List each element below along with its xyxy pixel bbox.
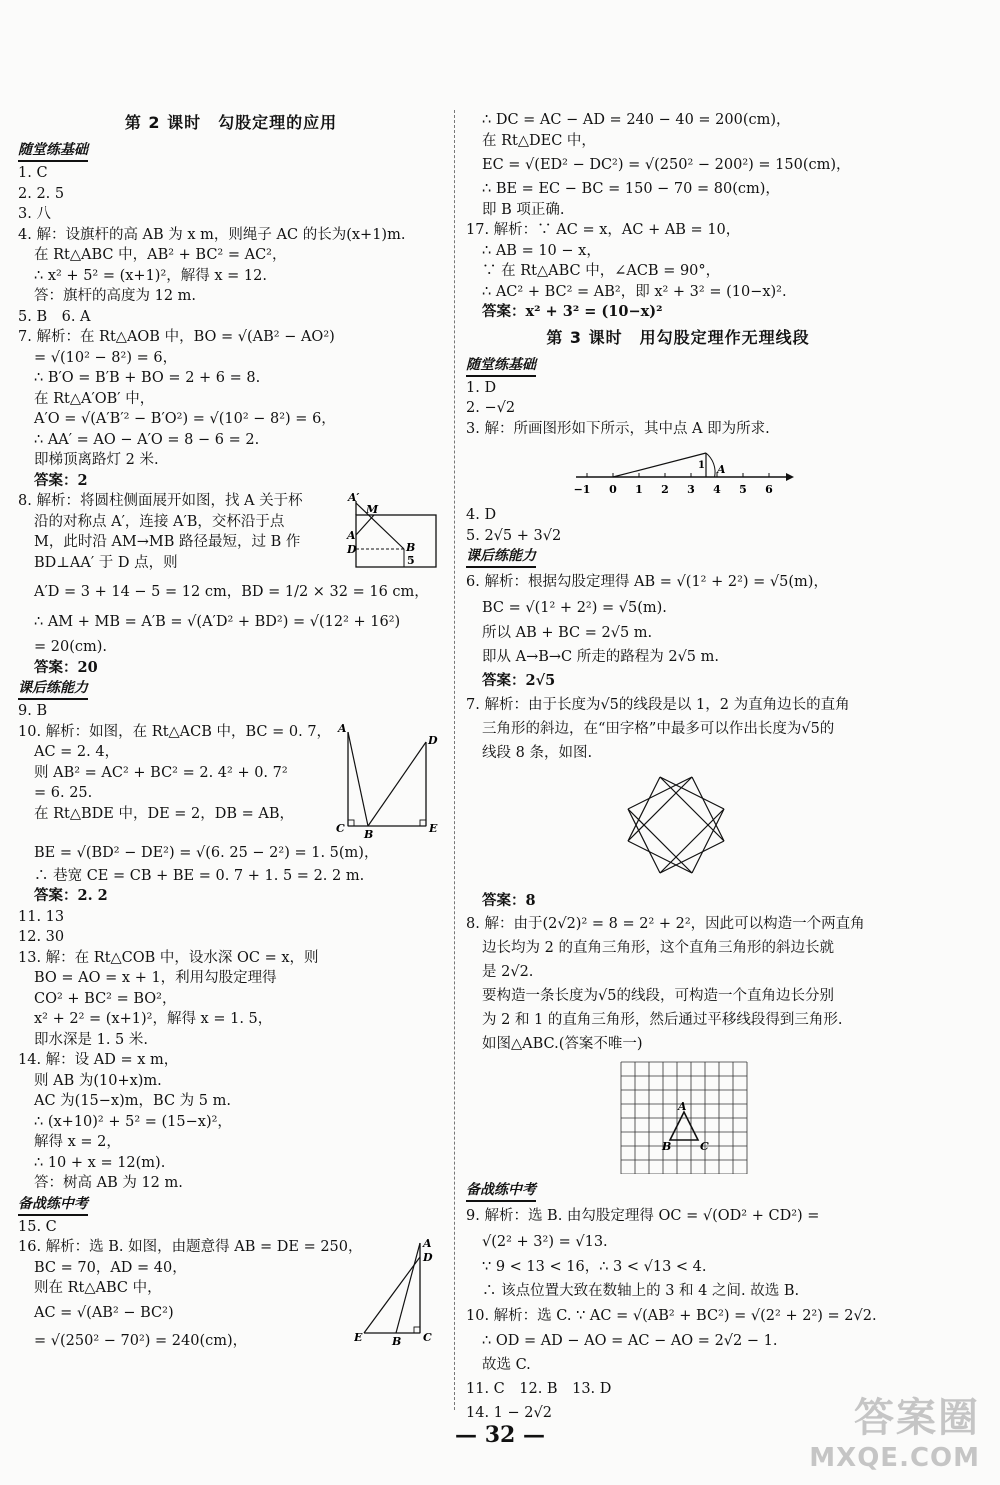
tick-label: 2: [661, 483, 669, 496]
answer-line: ∴ 该点位置大致在数轴上的 3 和 4 之间. 故选 B.: [482, 1282, 800, 1299]
answer-line: 则在 Rt△ABC 中，: [34, 1280, 162, 1296]
answer-line: M，此时沿 AM→MB 路径最短，过 B 作: [34, 534, 301, 550]
answer-line: BE = √(BD² − DE²) = √(6. 25 − 2²) = 1. 5(m)，: [34, 844, 379, 861]
answer-line: 沿的对称点 A′，连接 A′B，交杯沿于点: [34, 513, 285, 530]
label-b: B: [392, 1335, 402, 1347]
answer-line: ∴ BE = EC − BC = 150 − 70 = 80(cm)，: [482, 181, 780, 197]
answer-line: = √(250² − 70²) = 240(cm)，: [34, 1332, 248, 1349]
answer-line: 4. 解：设旗杆的高 AB 为 x m，则绳子 AC 的长为(x+1)m.: [18, 226, 406, 243]
question-16: [18, 1237, 444, 1355]
page-number: — 32 —: [455, 1422, 545, 1448]
answer-line: 5. B 6. A: [18, 308, 91, 325]
label-a: A: [717, 463, 726, 476]
answer-line: 在 Rt△ABC 中，AB² + BC² = AC²，: [34, 247, 287, 263]
tick-label: 4: [713, 483, 721, 496]
lesson-3-title: 第 3 课时 用勾股定理作无理线段: [546, 327, 810, 347]
label-b: B: [364, 827, 374, 840]
answer-line: 16. 解析：选 B. 如图，由题意得 AB = DE = 250，: [18, 1239, 363, 1255]
section1-answers: [18, 163, 444, 491]
answer-line: 答案：2. 2: [34, 887, 108, 904]
answer-line: 则 AB 为(10+x)m.: [34, 1072, 162, 1089]
answer-line: 答案：8: [482, 892, 536, 909]
tick-label: −1: [573, 483, 591, 496]
answer-line: x² + 2² = (x+1)²，解得 x = 1. 5，: [34, 1011, 273, 1027]
watermark-url: MXQE.COM: [809, 1443, 980, 1473]
tick-label: 0: [609, 483, 617, 496]
answer-line: 即水深是 1. 5 米.: [34, 1031, 148, 1048]
answer-line: 边长均为 2 的直角三角形，这个直角三角形的斜边长就: [482, 939, 834, 956]
grid-lines: [621, 1062, 747, 1174]
answer-line: 15. C: [18, 1218, 57, 1235]
label-a: A: [423, 1237, 432, 1250]
answer-line: √(2² + 3²) = √13.: [482, 1233, 608, 1250]
answer-line: 11. 13: [18, 908, 65, 925]
label-a: A: [678, 1099, 687, 1113]
watermark: [809, 1386, 980, 1473]
label-d: D: [347, 543, 357, 556]
answer-line: A′D = 3 + 14 − 5 = 12 cm，BD = 1/2 × 32 = 16 cm，: [34, 584, 429, 600]
answer-line: AC = 2. 4，: [34, 744, 120, 760]
section-exam-prep: 备战练中考: [18, 1195, 88, 1216]
ladder-slide-figure: [354, 1237, 444, 1347]
question-10: [18, 722, 444, 1194]
answer-line: 14. 1 − 2√2: [466, 1404, 552, 1421]
answer-line: 则 AB² = AC² + BC² = 2. 4² + 0. 7²: [34, 764, 288, 781]
answer-line: 答：旗杆的高度为 12 m.: [34, 288, 197, 304]
section-after-class: 课后练能力: [466, 547, 536, 568]
answer-line: 即 B 项正确.: [482, 201, 565, 218]
answer-line: AC 为(15−x)m，BC 为 5 m.: [34, 1093, 231, 1109]
tick-label: 1: [635, 483, 643, 496]
answer-line: BC = 70，AD = 40，: [34, 1259, 187, 1276]
answer-line: 答：树高 AB 为 12 m.: [34, 1175, 183, 1191]
star-segments-figure: [466, 767, 886, 885]
answer-line: 2. 2. 5: [18, 185, 65, 202]
answer-line: BO = AO = x + 1，利用勾股定理得: [34, 970, 277, 986]
tick-label: 6: [765, 483, 773, 496]
answer-line: ∴ B′O = B′B + BO = 2 + 6 = 8.: [34, 370, 261, 386]
section-exam-prep: 备战练中考: [466, 1181, 536, 1202]
lesson-2-title: 第 2 课时 勾股定理的应用: [124, 113, 338, 132]
answer-line: BD⊥AA′ 于 D 点，则: [34, 554, 178, 571]
answer-line: ∴ x² + 5² = (x+1)²，解得 x = 12.: [34, 267, 267, 284]
label-d: D: [423, 1251, 433, 1264]
answer-line: 6. 解析：根据勾股定理得 AB = √(1² + 2²) = √5(m)，: [466, 574, 828, 590]
label-b: B: [406, 541, 416, 554]
label-a: A: [347, 529, 356, 542]
answer-line: 8. 解析：将圆柱侧面展开如图，找 A 关于杯: [18, 493, 303, 509]
answer-line: BC = √(1² + 2²) = √5(m).: [482, 600, 667, 616]
answer-line: 4. D: [466, 507, 497, 523]
answer-line: 故选 C.: [482, 1356, 531, 1373]
answer-line: 在 Rt△BDE 中，DE = 2，DB = AB，: [34, 805, 295, 822]
right-column: [466, 110, 890, 1425]
tick-label: 5: [739, 483, 747, 496]
cylinder-unfold-figure: [344, 491, 444, 577]
answer-line: ∴ 巷宽 CE = CB + BE = 0. 7 + 1. 5 = 2. 2 m.: [34, 867, 365, 884]
answer-line: 在 Rt△A′OB′ 中，: [34, 390, 155, 407]
answer-line: ∴ DC = AC − AD = 240 − 40 = 200(cm)，: [482, 112, 791, 128]
answer-line: 线段 8 条，如图.: [482, 745, 593, 761]
answer-line: ∴ (x+10)² + 5² = (15−x)²，: [34, 1113, 232, 1130]
label-b: B: [662, 1139, 672, 1153]
answer-line: ∴ AA′ = AO − A′O = 8 − 6 = 2.: [34, 431, 260, 448]
answer-line: ∴ AB = 10 − x，: [482, 242, 601, 259]
answer-line: 10. 解析：选 C. ∵ AC = √(AB² + BC²) = √(2² + 2²) = 2√2.: [466, 1307, 877, 1324]
answer-line: 1. C: [18, 165, 48, 181]
answer-line: 三角形的斜边，在“田字格”中最多可以作出长度为√5的: [482, 721, 835, 737]
label-1: 1: [698, 460, 705, 471]
ladder-alley-figure: [334, 722, 444, 840]
answer-line: 14. 解：设 AD = x m，: [18, 1052, 179, 1068]
answer-line: ∵ 9 < 13 < 16，∴ 3 < √13 < 4.: [482, 1258, 707, 1275]
label-c: C: [336, 821, 345, 835]
section-basic-practice: 随堂练基础: [466, 356, 536, 377]
section-basic-practice: 随堂练基础: [18, 141, 88, 162]
left-column: [18, 108, 444, 1355]
tick-label: 3: [687, 483, 695, 496]
answer-line: EC = √(ED² − DC²) = √(250² − 200²) = 150(cm)，: [482, 157, 851, 173]
label-e: E: [429, 821, 438, 835]
answer-line: 答案：20: [34, 658, 98, 676]
answer-line: 为 2 和 1 的直角三角形，然后通过平移线段得到三角形.: [482, 1011, 843, 1028]
answer-line: ∴ OD = AD − AO = AC − AO = 2√2 − 1.: [482, 1332, 778, 1349]
answer-line: 要构造一条长度为√5的线段，可构造一个直角边长分别: [482, 987, 834, 1004]
answer-line: 13. 解：在 Rt△COB 中，设水深 OC = x，则: [18, 949, 319, 966]
section-after-class: 课后练能力: [18, 679, 88, 700]
watermark-logo: 答案圈: [854, 1395, 980, 1441]
answer-line: = 20(cm).: [34, 639, 108, 655]
answer-line: 5. 2√5 + 3√2: [466, 527, 562, 544]
answer-line: 10. 解析：如图，在 Rt△ACB 中，BC = 0. 7，: [18, 723, 332, 740]
answer-line: A′O = √(A′B′² − B′O²) = √(10² − 8²) = 6，: [34, 411, 336, 427]
answer-line: AC = √(AB² − BC²): [34, 1304, 174, 1321]
label-m: M: [366, 503, 379, 516]
grid-triangle-figure: [466, 1058, 886, 1174]
answer-line: 1. D: [466, 379, 497, 396]
column-divider: [454, 110, 455, 1410]
answer-line: 11. C 12. B 13. D: [466, 1380, 612, 1397]
answer-line: 9. 解析：选 B. 由勾股定理得 OC = √(OD² + CD²) =: [466, 1207, 820, 1224]
answer-line: = 6. 25.: [34, 785, 93, 801]
label-d: D: [428, 733, 438, 747]
answer-line: CO² + BC² = BO²，: [34, 990, 177, 1007]
answer-line: 3. 解：所画图形如下所示，其中点 A 即为所求.: [466, 420, 770, 437]
label-a-prime: A′: [348, 491, 360, 504]
answer-line: 是 2√2.: [482, 963, 534, 980]
answer-line: 答案：x² + 3² = (10−x)²: [482, 303, 663, 320]
answer-line: 答案：2: [34, 471, 88, 489]
label-5: 5: [407, 554, 415, 567]
answer-line: 7. 解析：由于长度为√5的线段是以 1，2 为直角边长的直角: [466, 697, 850, 713]
answer-line: 17. 解析：∵ AC = x，AC + AB = 10，: [466, 222, 741, 238]
answer-line: 答案：2√5: [482, 672, 556, 689]
answer-line: 即梯顶离路灯 2 米.: [34, 452, 159, 468]
label-e: E: [354, 1331, 363, 1344]
question-8: [18, 491, 444, 678]
answer-line: 8. 解：由于(2√2)² = 8 = 2² + 2²，因此可以构造一个两直角: [466, 915, 865, 932]
answer-line: 在 Rt△DEC 中，: [482, 132, 596, 149]
answer-line: 2. −√2: [466, 400, 516, 416]
answer-line: 12. 30: [18, 929, 65, 945]
answer-line: 3. 八: [18, 206, 51, 222]
label-c: C: [700, 1139, 709, 1153]
label-a: A: [338, 721, 347, 735]
answer-line: 9. B: [18, 703, 48, 719]
answer-line: ∴ AC² + BC² = AB²，即 x² + 3² = (10−x)².: [482, 283, 787, 300]
answer-line: 如图△ABC.(答案不唯一): [482, 1035, 643, 1052]
answer-line: 解得 x = 2，: [34, 1134, 121, 1150]
answer-line: = √(10² − 8²) = 6，: [34, 349, 178, 366]
answer-line: 即从 A→B→C 所走的路程为 2√5 m.: [482, 649, 720, 665]
answer-line: 所以 AB + BC = 2√5 m.: [482, 625, 653, 641]
answer-line: ∴ AM + MB = A′B = √(A′D² + BD²) = √(12² + 16²): [34, 614, 401, 630]
label-c: C: [423, 1331, 432, 1344]
answer-line: ∴ 10 + x = 12(m).: [34, 1154, 166, 1171]
answer-line: 7. 解析：在 Rt△AOB 中，BO = √(AB² − AO²): [18, 329, 335, 345]
answer-line: ∵ 在 Rt△ABC 中，∠ACB = 90°，: [482, 263, 721, 279]
number-line-figure: [466, 441, 886, 499]
